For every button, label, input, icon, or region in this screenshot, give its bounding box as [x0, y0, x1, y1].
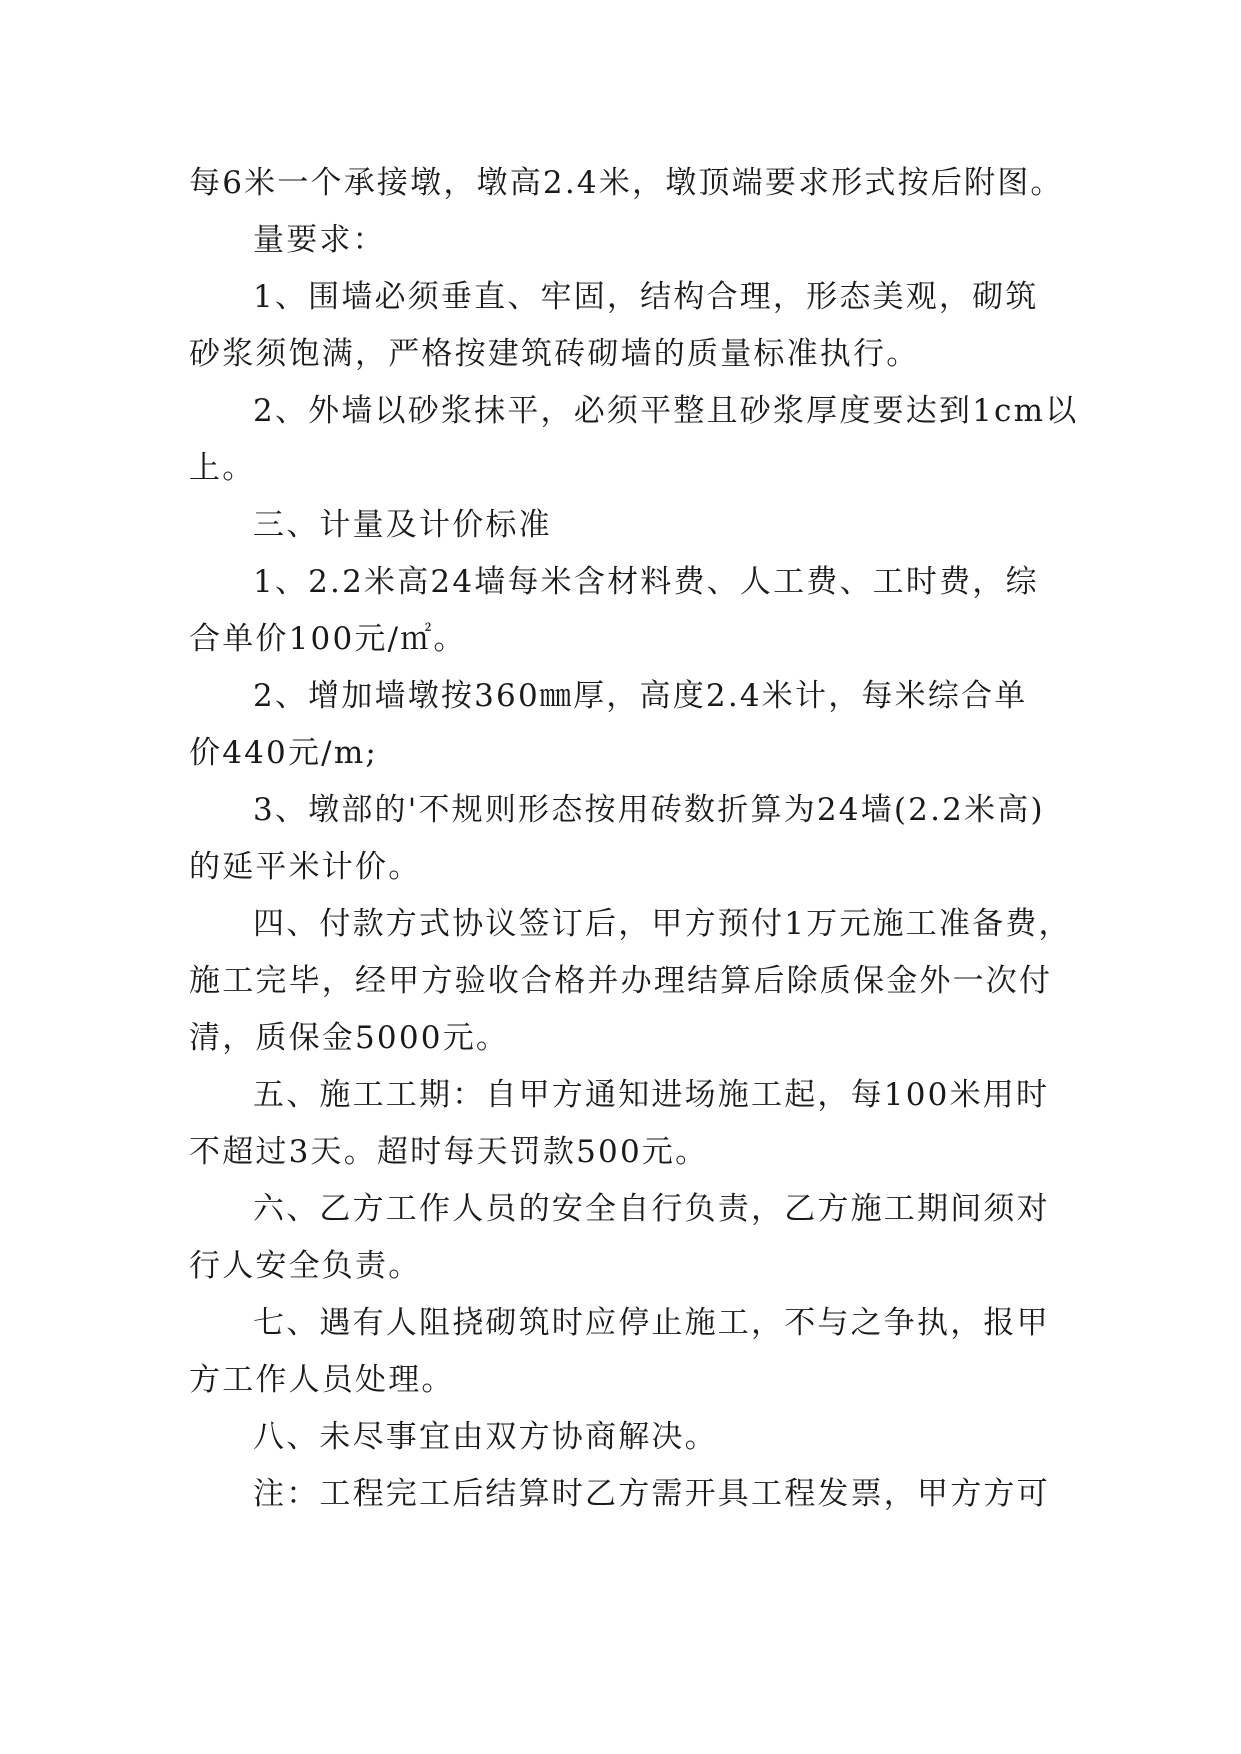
text-line-24: 注：工程完工后结算时乙方需开具工程发票，甲方方可: [253, 1476, 1050, 1512]
text-line-11: 价440元/m;: [189, 735, 379, 771]
text-line-9: 合单价100元/㎡。: [189, 621, 467, 657]
text-line-20: 行人安全负责。: [189, 1248, 422, 1284]
text-line-6: 上。: [189, 450, 256, 486]
text-line-8: 1、2.2米高24墙每米含材料费、人工费、工时费，综: [253, 564, 1039, 600]
text-line-23: 八、未尽事宜由双方协商解决。: [253, 1419, 718, 1455]
text-line-18: 不超过3天。超时每天罚款500元。: [189, 1134, 709, 1170]
text-line-22: 方工作人员处理。: [189, 1362, 455, 1398]
text-line-3: 1、围墙必须垂直、牢固，结构合理，形态美观，砌筑: [253, 279, 1039, 315]
text-line-2: 量要求：: [253, 222, 386, 258]
text-line-12: 3、墩部的'不规则形态按用砖数折算为24墙(2.2米高): [253, 792, 1045, 828]
text-line-10: 2、增加墙墩按360㎜厚，高度2.4米计，每米综合单: [253, 678, 1028, 714]
text-line-14: 四、付款方式协议签订后，甲方预付1万元施工准备费，: [253, 906, 1072, 942]
text-line-13: 的延平米计价。: [189, 849, 422, 885]
text-line-16: 清，质保金5000元。: [189, 1020, 510, 1056]
text-line-1: 每6米一个承接墩，墩高2.4米，墩顶端要求形式按后附图。: [189, 165, 1064, 201]
text-line-4: 砂浆须饱满，严格按建筑砖砌墙的质量标准执行。: [189, 336, 920, 372]
text-line-21: 七、遇有人阻挠砌筑时应停止施工，不与之争执，报甲: [253, 1305, 1050, 1341]
text-line-5: 2、外墙以砂浆抹平，必须平整且砂浆厚度要达到1cm以: [253, 393, 1079, 429]
text-line-17: 五、施工工期：自甲方通知进场施工起，每100米用时: [253, 1077, 1050, 1113]
text-line-15: 施工完毕，经甲方验收合格并办理结算后除质保金外一次付: [189, 963, 1053, 999]
text-line-19: 六、乙方工作人员的安全自行负责，乙方施工期间须对: [253, 1191, 1050, 1227]
text-line-7: 三、计量及计价标准: [253, 507, 552, 543]
